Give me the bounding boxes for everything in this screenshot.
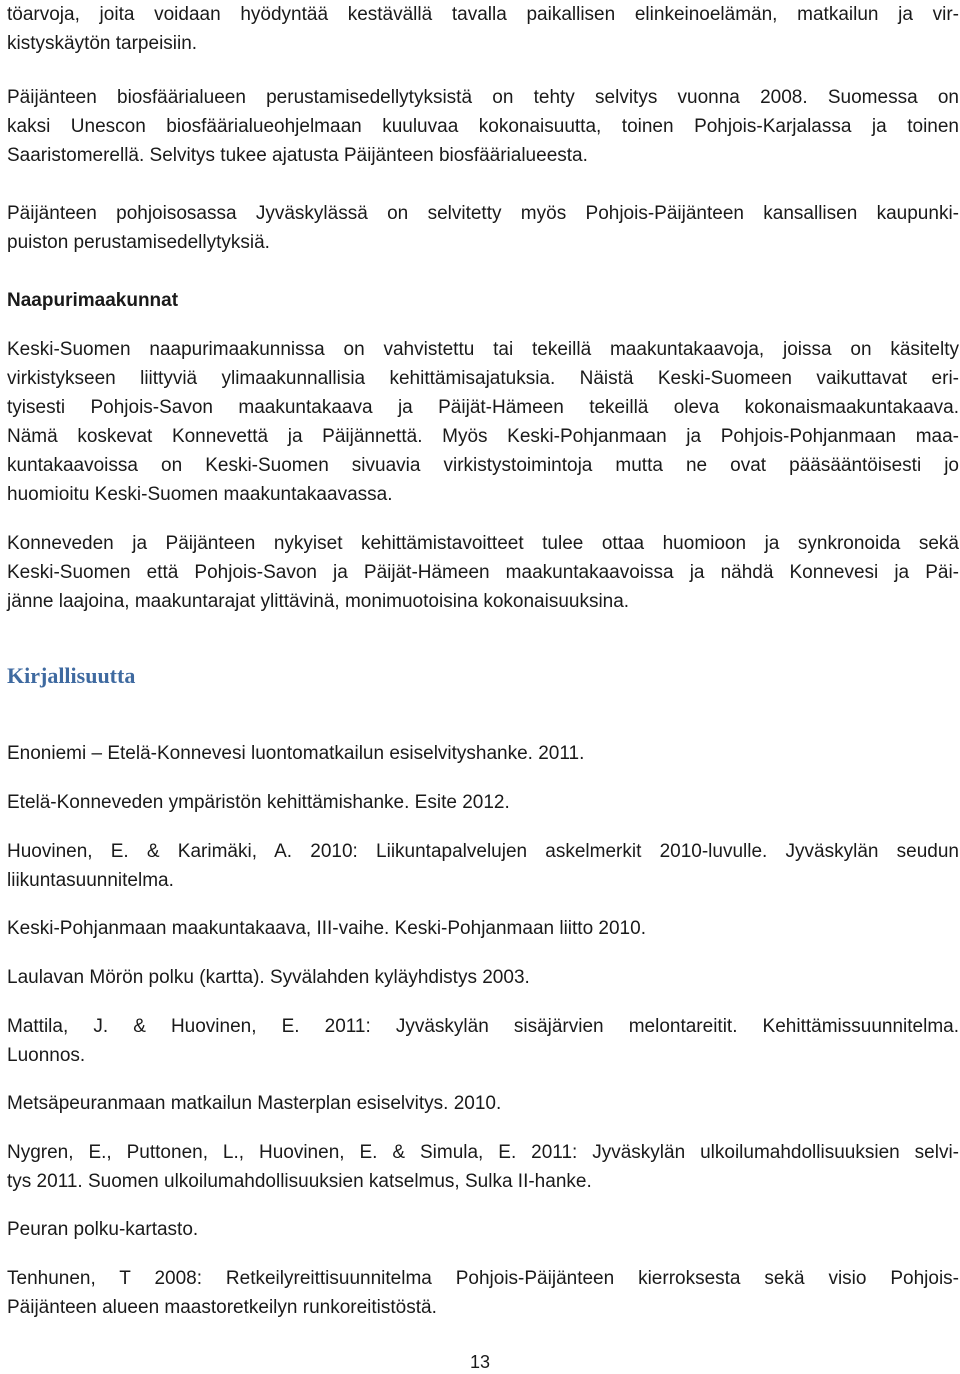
- text-line: Päijänteen pohjoisosassa Jyväskylässä on selvitetty myös Pohjois-Päijänteen kansallisen kaupunki-: [7, 203, 959, 224]
- reference-text: Etelä-Konneveden ympäristön kehittämishanke. Esite 2012.: [7, 792, 510, 813]
- text-line: kistyskäytön tarpeisiin.: [7, 33, 198, 54]
- paragraph-development-goals: [7, 529, 959, 616]
- page-number: 13: [469, 1352, 491, 1372]
- text-line: Päijänteen biosfäärialueen perustamisedellytyksistä on tehty selvitys vuonna 2008. Suomessa on: [7, 87, 959, 108]
- reference-text: Peuran polku-kartasto.: [7, 1219, 199, 1240]
- text-line: kaksi Unescon biosfäärialueohjelmaan kuuluvaa kokonaisuutta, toinen Pohjois-Karjalassa ja toinen: [7, 116, 959, 137]
- reference-text: Nygren, E., Puttonen, L., Huovinen, E. & Simula, E. 2011: Jyväskylän ulkoilumahdollisuuksien selvi-: [7, 1142, 959, 1163]
- text-line: Keski-Suomen että Pohjois-Savon ja Päijät-Hämeen maakuntakaavoissa ja nähdä Konnevesi ja Päi-: [7, 562, 959, 583]
- text-line: puiston perustamisedellytyksiä.: [7, 232, 270, 253]
- reference-text: Luonnos.: [7, 1045, 86, 1066]
- paragraph-regional-plans: [7, 335, 959, 509]
- reference-text: Päijänteen alueen maastoretkeilyn runkoreitistöstä.: [7, 1297, 437, 1318]
- reference-text: liikuntasuunnitelma.: [7, 870, 174, 891]
- text-line: töarvoja, joita voidaan hyödyntää kestävällä tavalla paikallisen elinkeinoelämän, matkailun ja vir-: [7, 4, 959, 25]
- reference-item: [7, 1264, 959, 1322]
- reference-text: Tenhunen, T 2008: Retkeilyreittisuunnitelma Pohjois-Päijänteen kierroksesta sekä visio Pohjois-: [7, 1268, 959, 1289]
- reference-item: [7, 1012, 959, 1070]
- text-line: huomioitu Keski-Suomen maakuntakaavassa.: [7, 484, 393, 505]
- literature-heading: Kirjallisuutta: [7, 663, 136, 688]
- reference-item: [7, 963, 959, 992]
- reference-item: [7, 1089, 959, 1118]
- reference-text: Huovinen, E. & Karimäki, A. 2010: Liikuntapalvelujen askelmerkit 2010-luvulle. Jyväskylän seudun: [7, 841, 959, 862]
- text-line: Konneveden ja Päijänteen nykyiset kehittämistavoitteet tulee ottaa huomioon ja synkronoida sekä: [7, 533, 959, 554]
- text-line: Saaristomerellä. Selvitys tukee ajatusta Päijänteen biosfäärialueesta.: [7, 145, 588, 166]
- reference-text: Enoniemi – Etelä-Konnevesi luontomatkailun esiselvityshanke. 2011.: [7, 743, 585, 764]
- paragraph-intro-continuation: [7, 0, 959, 58]
- text-line: Nämä koskevat Konnevettä ja Päijännettä. Myös Keski-Pohjanmaan ja Pohjois-Pohjanmaan maa-: [7, 426, 959, 447]
- reference-text: Metsäpeuranmaan matkailun Masterplan esiselvitys. 2010.: [7, 1093, 502, 1114]
- paragraph-biosphere: [7, 83, 959, 170]
- text-line: Keski-Suomen naapurimaakunnissa on vahvistettu tai tekeillä maakuntakaavoja, joissa on käsitelty: [7, 339, 959, 360]
- reference-text: tys 2011. Suomen ulkoilumahdollisuuksien katselmus, Sulka II-hanke.: [7, 1171, 592, 1192]
- section-heading-neighbouring-regions: Naapurimaakunnat: [7, 290, 179, 311]
- text-line: kuntakaavoissa on Keski-Suomen sivuavia virkistystoimintoja mutta ne ovat pääsääntöisesti jo: [7, 455, 959, 476]
- reference-item: [7, 837, 959, 895]
- reference-item: [7, 739, 959, 768]
- reference-item: [7, 1138, 959, 1196]
- reference-text: Mattila, J. & Huovinen, E. 2011: Jyväskylän sisäjärvien melontareitit. Kehittämissuunnitelma.: [7, 1016, 959, 1037]
- reference-item: [7, 788, 959, 817]
- reference-text: Laulavan Mörön polku (kartta). Syvälahden kyläyhdistys 2003.: [7, 967, 530, 988]
- text-line: virkistykseen liittyviä ylimaakunnallisia kehittämisajatuksia. Näistä Keski-Suomeen vaikuttavat eri-: [7, 368, 959, 389]
- paragraph-national-park: [7, 199, 959, 257]
- text-line: jänne laajoina, maakuntarajat ylittävinä, monimuotoisina kokonaisuuksina.: [7, 591, 630, 612]
- reference-item: [7, 914, 959, 943]
- reference-item: [7, 1215, 959, 1244]
- text-line: tyisesti Pohjois-Savon maakuntakaava ja Päijät-Hämeen tekeillä oleva kokonaismaakuntakaava.: [7, 397, 959, 418]
- reference-text: Keski-Pohjanmaan maakuntakaava, III-vaihe. Keski-Pohjanmaan liitto 2010.: [7, 918, 646, 939]
